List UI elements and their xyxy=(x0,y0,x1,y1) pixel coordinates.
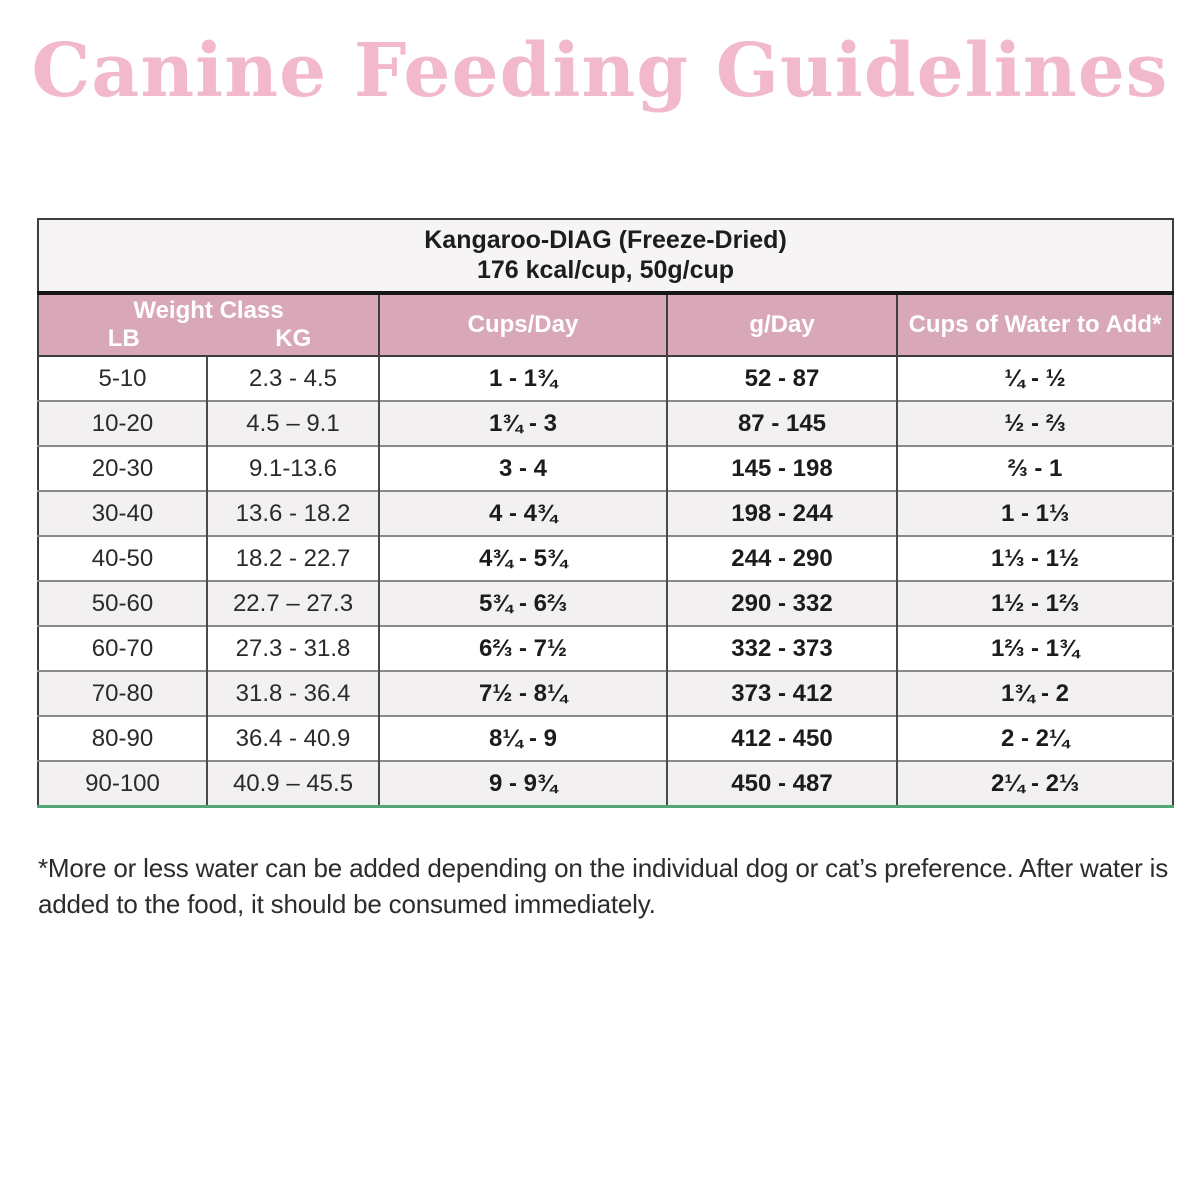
table-row xyxy=(38,626,1173,671)
g-day-cell: 198 - 244 xyxy=(667,491,897,536)
lb-cell: 30-40 xyxy=(38,491,207,536)
feeding-guidelines-table xyxy=(37,218,1172,808)
page-title: Canine Feeding Guidelines xyxy=(31,28,1169,114)
g-day-cell: 450 - 487 xyxy=(667,761,897,807)
g-day-cell: 87 - 145 xyxy=(667,401,897,446)
lb-cell: 80-90 xyxy=(38,716,207,761)
g-day-cell: 244 - 290 xyxy=(667,536,897,581)
kg-cell: 31.8 - 36.4 xyxy=(207,671,379,716)
kg-cell: 27.3 - 31.8 xyxy=(207,626,379,671)
lb-cell: 50-60 xyxy=(38,581,207,626)
water-to-add-header: Cups of Water to Add* xyxy=(897,293,1173,356)
water-cell: 1⅔ - 1¾ xyxy=(897,626,1173,671)
g-day-header: g/Day xyxy=(667,293,897,356)
water-cell: 1¾ - 2 xyxy=(897,671,1173,716)
water-cell: 1⅓ - 1½ xyxy=(897,536,1173,581)
water-cell: 2¼ - 2⅓ xyxy=(897,761,1173,807)
g-day-cell: 373 - 412 xyxy=(667,671,897,716)
cups-day-cell: 9 - 9¾ xyxy=(379,761,667,807)
table-row xyxy=(38,671,1173,716)
product-name: Kangaroo-DIAG (Freeze-Dried) xyxy=(424,226,787,254)
g-day-cell: 52 - 87 xyxy=(667,356,897,401)
water-footnote: *More or less water can be added depending on the individual dog or cat’s preference. After water is added to the food, it should be consumed immediately. xyxy=(38,853,1168,919)
water-cell: 1½ - 1⅔ xyxy=(897,581,1173,626)
product-header-row xyxy=(38,219,1173,293)
lb-cell: 60-70 xyxy=(38,626,207,671)
g-day-cell: 332 - 373 xyxy=(667,626,897,671)
table-row xyxy=(38,536,1173,581)
table-row xyxy=(38,401,1173,446)
cups-day-cell: 8¼ - 9 xyxy=(379,716,667,761)
table-row xyxy=(38,446,1173,491)
kg-cell: 13.6 - 18.2 xyxy=(207,491,379,536)
lb-cell: 90-100 xyxy=(38,761,207,807)
product-calories: 176 kcal/cup, 50g/cup xyxy=(476,256,735,284)
g-day-cell: 145 - 198 xyxy=(667,446,897,491)
cups-day-cell: 7½ - 8¼ xyxy=(379,671,667,716)
cups-day-cell: 4 - 4¾ xyxy=(379,491,667,536)
product-header-cell xyxy=(38,219,1173,293)
water-cell: 2 - 2¼ xyxy=(897,716,1173,761)
lb-column-label: LB xyxy=(107,325,140,352)
kg-cell: 40.9 – 45.5 xyxy=(207,761,379,807)
table-row xyxy=(38,761,1173,807)
lb-cell: 70-80 xyxy=(38,671,207,716)
cups-day-cell: 1¾ - 3 xyxy=(379,401,667,446)
kg-column-label: KG xyxy=(275,325,312,352)
water-cell: ½ - ⅔ xyxy=(897,401,1173,446)
cups-day-cell: 1 - 1¾ xyxy=(379,356,667,401)
lb-cell: 5-10 xyxy=(38,356,207,401)
table-row xyxy=(38,356,1173,401)
table-row xyxy=(38,491,1173,536)
cups-day-header: Cups/Day xyxy=(379,293,667,356)
lb-cell: 20-30 xyxy=(38,446,207,491)
weight-class-label: Weight Class xyxy=(133,297,284,324)
g-day-cell: 290 - 332 xyxy=(667,581,897,626)
cups-day-cell: 6⅔ - 7½ xyxy=(379,626,667,671)
lb-cell: 40-50 xyxy=(38,536,207,581)
table-row xyxy=(38,716,1173,761)
column-header-row xyxy=(38,293,1173,356)
kg-cell: 4.5 – 9.1 xyxy=(207,401,379,446)
water-cell: 1 - 1⅓ xyxy=(897,491,1173,536)
cups-day-cell: 3 - 4 xyxy=(379,446,667,491)
kg-cell: 22.7 – 27.3 xyxy=(207,581,379,626)
kg-cell: 36.4 - 40.9 xyxy=(207,716,379,761)
kg-cell: 18.2 - 22.7 xyxy=(207,536,379,581)
g-day-cell: 412 - 450 xyxy=(667,716,897,761)
cups-day-cell: 5¾ - 6⅔ xyxy=(379,581,667,626)
cups-day-cell: 4¾ - 5¾ xyxy=(379,536,667,581)
lb-cell: 10-20 xyxy=(38,401,207,446)
weight-class-header xyxy=(38,293,379,356)
table-row xyxy=(38,581,1173,626)
water-cell: ¼ - ½ xyxy=(897,356,1173,401)
water-cell: ⅔ - 1 xyxy=(897,446,1173,491)
kg-cell: 2.3 - 4.5 xyxy=(207,356,379,401)
kg-cell: 9.1-13.6 xyxy=(207,446,379,491)
